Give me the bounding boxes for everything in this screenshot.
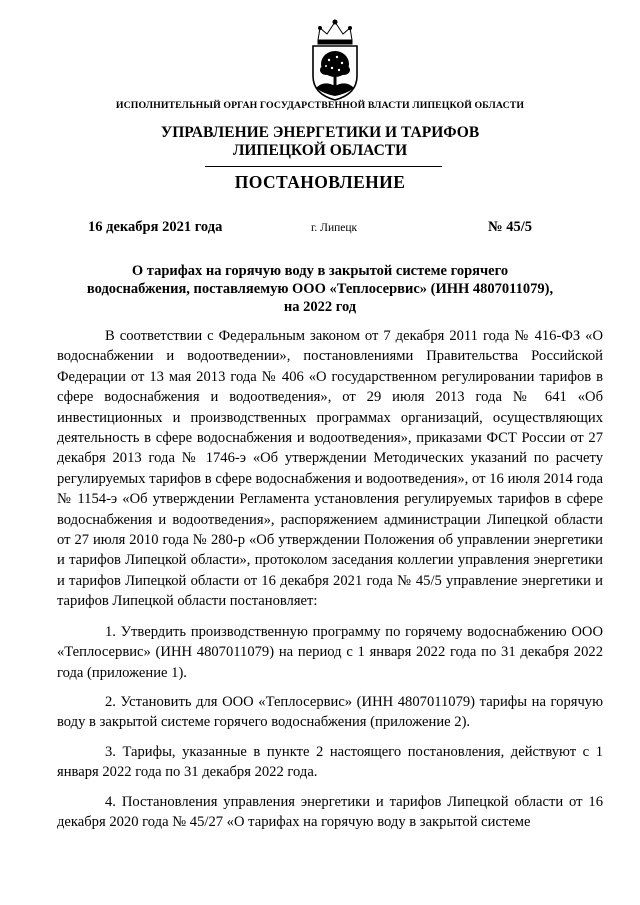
issuing-authority: ИСПОЛНИТЕЛЬНЫЙ ОРГАН ГОСУДАРСТВЕННОЙ ВЛАСТИ ЛИПЕЦКОЙ ОБЛАСТИ xyxy=(115,100,525,111)
title-line3: на 2022 год xyxy=(283,298,357,315)
document-type: ПОСТАНОВЛЕНИЕ xyxy=(234,172,406,192)
clause-3: 3. Тарифы, указанные в пункте 2 настоящего постановления, действуют с 1 января 2022 года по 31 декабря 2022 года. xyxy=(57,743,603,781)
header-divider xyxy=(205,166,442,167)
document-title xyxy=(80,263,560,316)
preamble-paragraph-indented xyxy=(57,326,603,612)
department-name xyxy=(0,124,640,160)
document-number: № 45/5 xyxy=(488,219,532,235)
clause-1: 1. Утвердить производственную программу по горячему водоснабжению ООО «Теплосервис» (ИНН 4807011079) на период с 1 января 2022 года по 31 декабря 2022 года (приложение 1). xyxy=(57,623,603,681)
department-name-line1: УПРАВЛЕНИЕ ЭНЕРГЕТИКИ И ТАРИФОВ xyxy=(160,124,480,141)
document-body-full xyxy=(57,326,603,841)
clause-4: 4. Постановления управления энергетики и тарифов Липецкой области от 16 декабря 2020 года № 45/27 «О тарифах на горячую воду в закрытой системе xyxy=(57,793,603,830)
document-date: 16 декабря 2021 года xyxy=(88,219,223,235)
document-city: г. Липецк xyxy=(311,222,358,234)
department-name-line2: ЛИПЕЦКОЙ ОБЛАСТИ xyxy=(232,142,408,159)
coat-of-arms-icon xyxy=(304,18,366,102)
title-line2: водоснабжения, поставляемую ООО «Теплосервис» (ИНН 4807011079), xyxy=(86,280,554,297)
preamble-text-full: В соответствии с Федеральным законом от 7 декабря 2011 года № 416-ФЗ «О водоснабжении и водоотведении», постановлениями Правительства Российской Федерации от 13 мая 2013 года № 406 «О государственном регулировании тарифов в сфере водоснабжения и водоотведения», от 29 июля 2013 года № 641 «Об инвестиционных и производственных программах организаций, осуществляющих деятельность в сфере водоснабжения и водоотведения», приказами ФСТ России от 27 декабря 2013 года № 1746-э «Об утверждении Методических указаний по расчету регулируемых тарифов в сфере водоснабжения и водоотведения», от 16 июля 2014 года № 1154-э «Об утверждении Регламента установления регулируемых тарифов в сфере водоснабжения и водоотведения», распоряжением администрации Липецкой области от 27 июля 2010 года № 280-р «Об утверждении Положения об управлении энергетики и тарифов Липецкой области», протоколом заседания коллегии управления энергетики и тарифов Липецкой области от 16 декабря 2021 года № 45/5 управление энергетики и тарифов Липецкой области постановляет: xyxy=(57,328,603,610)
title-line1: О тарифах на горячую воду в закрытой системе горячего xyxy=(131,263,509,279)
clause-2: 2. Установить для ООО «Теплосервис» (ИНН 4807011079) тарифы на горячую воду в закрытой системе горячего водоснабжения (приложение 2). xyxy=(57,693,603,731)
